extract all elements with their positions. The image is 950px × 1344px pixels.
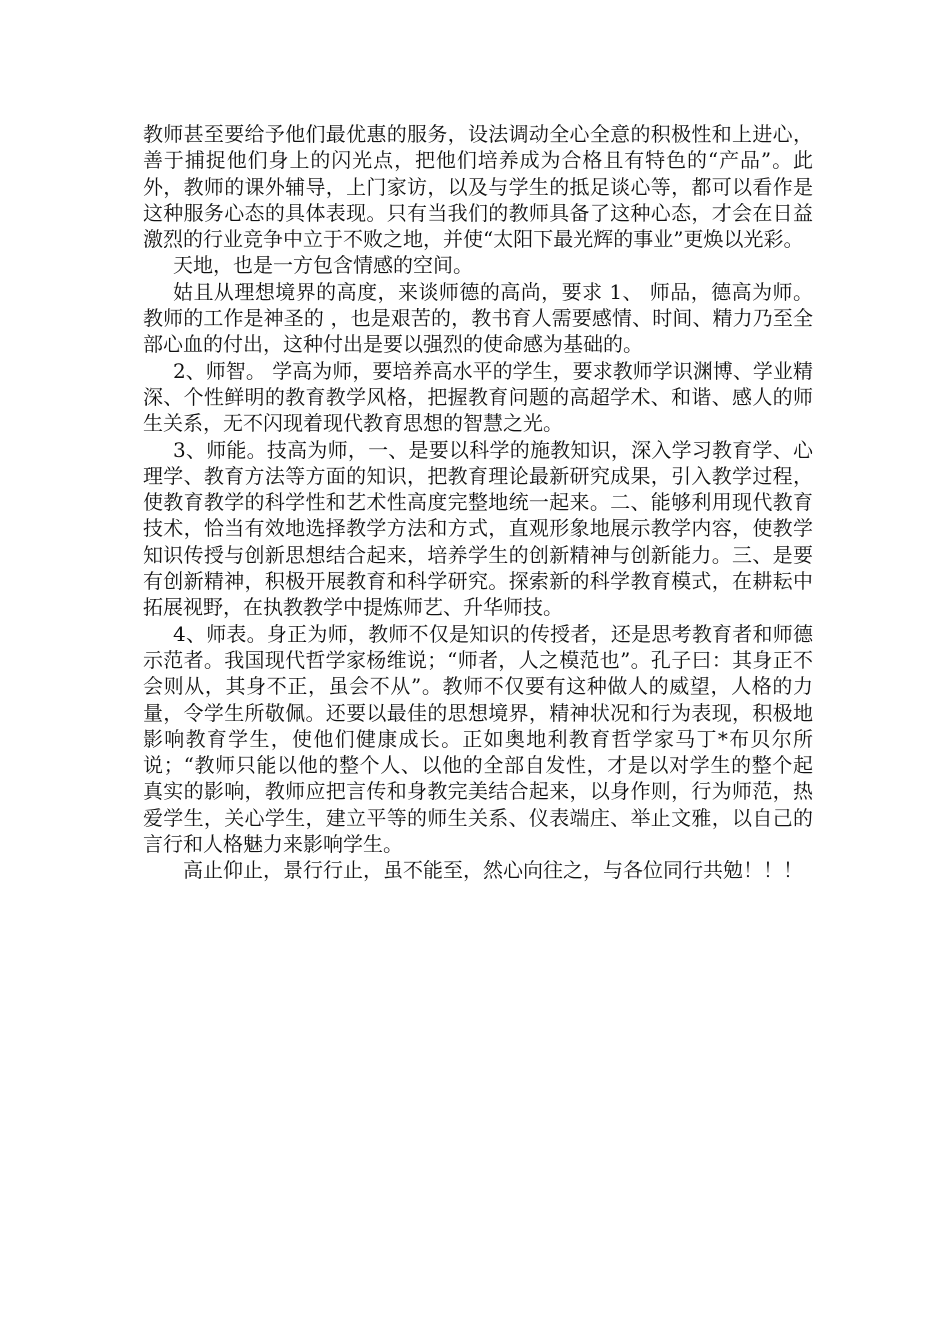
paragraph-teacher-ability: 3、师能。技高为师，一、是要以科学的施教知识，深入学习教育学、心理学、教育方法等方面的知识，把教育理论最新研究成果，引入教学过程，使教育教学的科学性和艺术性高度完整地统一起来。二、能够利用现代教育技术，恰当有效地选择教学方法和方式，直观形象地展示教学内容，使教学知识传授与创新思想结合起来，培养学生的创新精神与创新能力。三、是要有创新精神，积极开展教育和科学研究。探索新的科学教育模式，在耕耘中拓展视野，在执教教学中提炼师艺、升华师技。 xyxy=(143,437,813,620)
paragraph-closing: 高止仰止，景行行止，虽不能至，然心向往之，与各位同行共勉！！！ xyxy=(183,858,803,883)
paragraph-teacher-wisdom: 2、师智。 学高为师，要培养高水平的学生，要求教师学识渊博、学业精深、个性鲜明的教育教学风格，把握教育问题的高超学术、和谐、感人的师生关系，无不闪现着现代教育思想的智慧之光。 xyxy=(143,358,813,436)
document-body xyxy=(143,121,813,884)
paragraph-teacher-example: 4、师表。身正为师，教师不仅是知识的传授者，还是思考教育者和师德示范者。我国现代哲学家杨维说；“师者，人之模范也”。孔子曰：其身正不会则从，其身不正，虽会不从”。教师不仅要有这种做人的威望，人格的力量，令学生所敬佩。还要以最佳的思想境界，精神状况和行为表现，积极地影响教育学生，使他们健康成长。正如奥地利教育哲学家马丁*布贝尔所说；“教师只能以他的整个人、以他的全部自发性，才是以对学生的整个起真实的影响，教师应把言传和身教完美结合起来，以身作则，行为师范，热爱学生，关心学生，建立平等的师生关系、仪表端庄、举止文雅，以自己的言行和人格魅力来影响学生。 xyxy=(143,621,813,857)
paragraph-service-attitude: 教师甚至要给予他们最优惠的服务，设法调动全心全意的积极性和上进心，善于捕捉他们身上的闪光点，把他们培养成为合格且有特色的“产品”。此外，教师的课外辅导，上门家访，以及与学生的抵足谈心等，都可以看作是这种服务心态的具体表现。只有当我们的教师具备了这种心态，才会在日益激烈的行业竞争中立于不败之地，并使“太阳下最光辉的事业”更焕以光彩。 xyxy=(143,122,813,252)
paragraph-emotional-space: 天地，也是一方包含情感的空间。 xyxy=(173,253,473,278)
paragraph-teacher-character: 姑且从理想境界的高度，来谈师德的高尚，要求 1、 师品，德高为师。教师的工作是神圣的 ，也是艰苦的，教书育人需要感情、时间、精力乃至全部心血的付出，这种付出是要以强烈的使命感为基础的。 xyxy=(143,279,813,357)
